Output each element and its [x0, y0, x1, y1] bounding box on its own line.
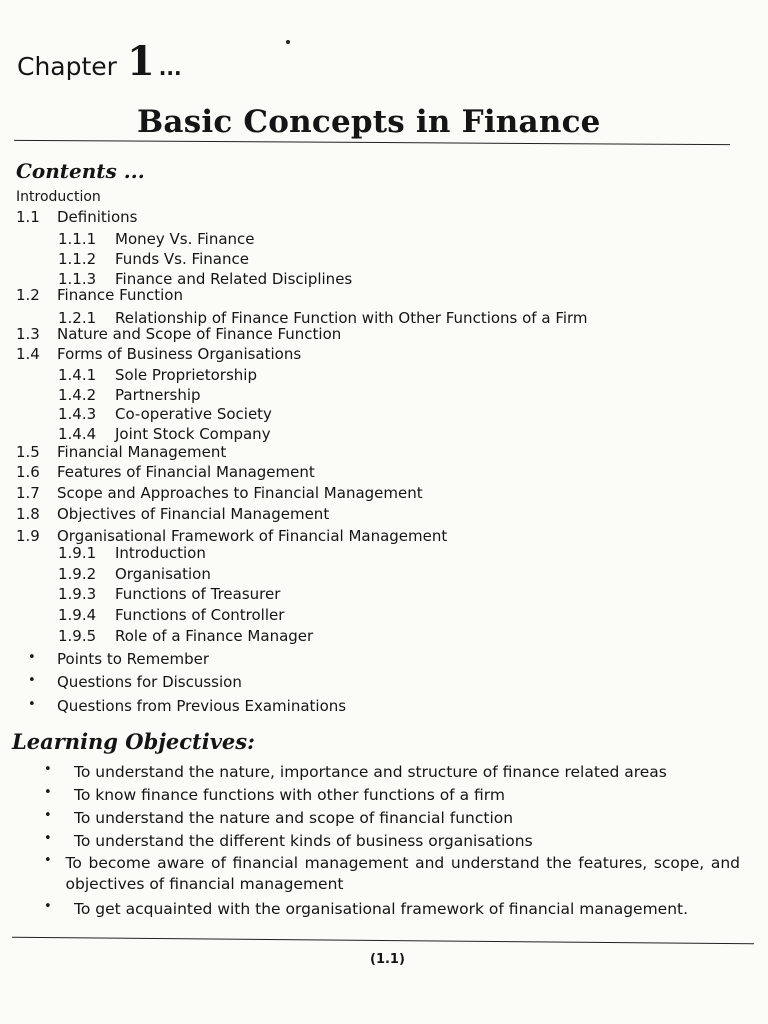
toc-item	[16, 286, 183, 304]
toc-item	[16, 443, 226, 461]
toc-text: Relationship of Finance Function with Other Functions of a Firm	[115, 309, 588, 327]
toc-number: 1.7	[16, 484, 40, 502]
toc-bullet-item	[16, 650, 209, 668]
chapter-ellipsis: ...	[158, 56, 182, 80]
objective-item	[40, 762, 730, 783]
toc-item	[16, 527, 447, 545]
toc-text: Role of a Finance Manager	[115, 627, 314, 645]
objective-text: To know finance functions with other functions of a firm	[74, 786, 505, 804]
objective-item	[40, 831, 730, 852]
toc-number: 1.8	[16, 505, 40, 523]
toc-number: 1.1.1	[58, 230, 97, 248]
toc-text: Sole Proprietorship	[115, 366, 257, 384]
bullet-icon: •	[44, 785, 52, 800]
footer-rule	[12, 937, 754, 944]
toc-item	[58, 366, 257, 384]
toc-text: Questions from Previous Examinations	[57, 697, 347, 715]
toc-number: 1.3	[16, 325, 40, 343]
chapter-number: 1	[126, 38, 155, 85]
toc-text: Financial Management	[57, 443, 227, 461]
objective-text: To understand the nature, importance and structure of finance related areas	[74, 763, 667, 781]
toc-item	[16, 463, 315, 481]
toc-item	[58, 230, 255, 248]
toc-number: 1.9.2	[58, 565, 97, 583]
toc-text: Finance and Related Disciplines	[115, 270, 353, 288]
toc-number: 1.4	[16, 345, 40, 363]
toc-text: Co-operative Society	[115, 405, 272, 423]
toc-item	[16, 484, 423, 502]
toc-bullet-item	[16, 697, 346, 715]
toc-text: Objectives of Financial Management	[57, 505, 330, 523]
chapter-title: Basic Concepts in Finance	[137, 104, 601, 140]
toc-number: 1.4.3	[58, 405, 97, 423]
toc-number: 1.9	[16, 527, 40, 545]
toc-text: Questions for Discussion	[57, 673, 242, 691]
toc-number: 1.4.2	[58, 386, 97, 404]
learning-objectives-heading: Learning Objectives:	[12, 729, 255, 754]
toc-text: Forms of Business Organisations	[57, 345, 302, 363]
bullet-icon: •	[28, 673, 36, 688]
toc-text: Functions of Controller	[115, 606, 285, 624]
toc-text: Organisation	[115, 565, 211, 583]
objective-item	[40, 899, 730, 920]
toc-item	[58, 544, 206, 562]
toc-item	[16, 208, 137, 226]
scan-speck	[286, 40, 290, 44]
objective-text: To become aware of financial management and understand the features, scope, and objectives of financial management	[65, 854, 740, 893]
bullet-icon: •	[44, 899, 52, 914]
toc-number: 1.1.3	[58, 270, 97, 288]
toc-number: 1.9.3	[58, 585, 97, 603]
toc-item	[58, 627, 313, 645]
objective-item	[40, 785, 730, 806]
page-number: (1.1)	[370, 952, 405, 967]
toc-text: Definitions	[57, 208, 138, 226]
toc-text: Introduction	[115, 544, 206, 562]
objective-text: To get acquainted with the organisational framework of financial management.	[74, 900, 689, 918]
toc-number: 1.2	[16, 286, 40, 304]
title-rule	[14, 140, 730, 145]
toc-number: 1.9.5	[58, 627, 97, 645]
toc-number: 1.1	[16, 208, 40, 226]
bullet-icon: •	[28, 697, 36, 712]
objective-text: To understand the nature and scope of financial function	[74, 809, 514, 827]
toc-item	[58, 250, 249, 268]
objective-text: To understand the different kinds of business organisations	[74, 832, 533, 850]
toc-number: 1.4.4	[58, 425, 97, 443]
toc-text: Introduction	[16, 189, 101, 205]
toc-text: Funds Vs. Finance	[115, 250, 249, 268]
toc-text: Organisational Framework of Financial Management	[57, 527, 448, 545]
toc-number: 1.9.4	[58, 606, 97, 624]
objective-item	[40, 808, 730, 829]
toc-item	[16, 189, 101, 205]
bullet-icon: •	[28, 650, 36, 665]
toc-item	[58, 606, 284, 624]
toc-text: Features of Financial Management	[57, 463, 315, 481]
toc-text: Finance Function	[57, 286, 183, 304]
bullet-icon: •	[44, 853, 52, 868]
toc-number: 1.1.2	[58, 250, 97, 268]
toc-number: 1.6	[16, 463, 40, 481]
toc-text: Scope and Approaches to Financial Management	[57, 484, 423, 502]
chapter-word: Chapter	[17, 52, 117, 81]
toc-text: Points to Remember	[57, 650, 209, 668]
toc-item	[16, 505, 329, 523]
toc-number: 1.9.1	[58, 544, 97, 562]
bullet-icon: •	[44, 808, 52, 823]
toc-text: Money Vs. Finance	[115, 230, 255, 248]
toc-item	[16, 345, 301, 363]
toc-item	[58, 585, 280, 603]
toc-number: 1.4.1	[58, 366, 97, 384]
toc-item	[58, 405, 272, 423]
toc-text: Functions of Treasurer	[115, 585, 281, 603]
toc-number: 1.5	[16, 443, 40, 461]
toc-item	[58, 425, 271, 443]
bullet-icon: •	[44, 762, 52, 777]
objective-item	[40, 853, 740, 895]
toc-item	[58, 386, 201, 404]
contents-heading: Contents ...	[16, 159, 145, 183]
toc-item	[16, 325, 341, 343]
chapter-label	[17, 38, 182, 85]
toc-item	[58, 565, 211, 583]
toc-number: 1.2.1	[58, 309, 97, 327]
toc-text: Joint Stock Company	[115, 425, 271, 443]
toc-bullet-item	[16, 673, 242, 691]
toc-text: Partnership	[115, 386, 201, 404]
bullet-icon: •	[44, 831, 52, 846]
toc-text: Nature and Scope of Finance Function	[57, 325, 342, 343]
